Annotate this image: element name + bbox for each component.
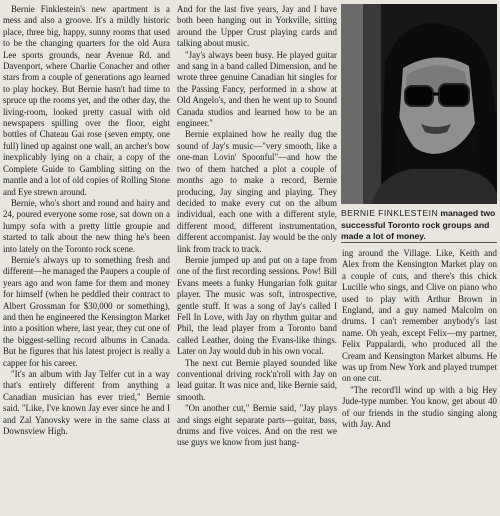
paragraph: "On another cut," Bernie said, "Jay plays and sings eight separate parts—guitar, bass, drums and five voices. And on the rest we use guys we know from just hang- bbox=[177, 403, 337, 448]
paragraph: Bernie jumped up and put on a tape from one of the first recording sessions. Pow! Bill Evans meets a funky Hungarian folk guitar player. The music was soft, introspective, gentle stuff. It was a song of Jay's called I Fell In Love, with Jay on rhythm guitar and Phil, the lead player from a Toronto band called Leather, doing the Evans-like things. Later on Jay would dub in his own vocal. bbox=[177, 254, 337, 357]
portrait-photo bbox=[341, 4, 497, 204]
paragraph: "It's an album with Jay Telfer cut in a way that's entirely different from anything a Canadian musician has ever tried," Bernie said. "Like, I've known Jay ever since he and I and Zal Yanovsky were in the same class at Downsview High. bbox=[3, 369, 170, 437]
caption-text: managed two successful Toronto rock groups and made a lot of money. bbox=[341, 208, 496, 241]
paragraph: "The record'll wind up with a big Hey Jude-type number. You know, get about 40 of our friends in the studio singing along with Jay. And bbox=[342, 384, 497, 430]
paragraph: "Jay's always been busy. He played guitar and sang in a band called Dimension, and he wrote three genuine Canadian hit singles for the Passing Fancy, performed in a show at Old Angelo's, and then he went up to Sound Canada studios and learned how to be an engineer." bbox=[177, 49, 337, 129]
paragraph: Bernie explained how he really dug the sound of Jay's music—"very smooth, like a one-man Lovin' Spoonful"—and how the two of them hatched a plot a couple of months ago to make a record, Bernie producing, Jay singing and playing. They decided to make every cut on the album individual, each one with a different style, different mood, different instrumentation, different accompanist. Jay would be the only link from track to track. bbox=[177, 129, 337, 254]
caption-name: BERNIE FINKLESTEIN bbox=[341, 208, 438, 218]
paragraph: Bernie, who's short and round and hairy and 24, poured everyone some rose, sat down on a lumpy sofa with a pretty little groupie and started to talk about the new thing he's been into lately on the Toronto rock scene. bbox=[3, 197, 170, 254]
paragraph: And for the last five years, Jay and I have both been hanging out in Yorkville, sitting around the Upper Crust playing cards and talking about music. bbox=[177, 4, 337, 49]
article-column-2 bbox=[177, 4, 337, 449]
paragraph: Bernie's always up to something fresh and different—he managed the Paupers a couple of years ago and won fame for them and money for himself (when he peddled their contract to Albert Grossman for $30,000 or something), and then he engineered the Kensington Market into a position where, last year, they cut one of the biggest-selling record albums in Canada. But he figures that his latest project is really a capper for his career. bbox=[3, 254, 170, 368]
paragraph: ing around the Village. Like, Keith and Alex from the Kensington Market play on a couple of cuts, and there's this chick Lucille who sings, and Clive on piano who used to play with Arthur Brown in England, and a guy named Malcolm on drums. I can't remember anybody's last name. Oh yeah, except Felix—my partner, Felix Pappalardi, who produced all the Cream and Kensington Market albums. He was up from New York and played trumpet on one cut. bbox=[342, 248, 497, 384]
article-column-3 bbox=[342, 248, 497, 431]
article-column-1 bbox=[3, 4, 170, 437]
photo-caption bbox=[341, 208, 497, 243]
paragraph: Bernie Finklestein's new apartment is a mess and also a groove. It's a mildly historic place, three big, happy, sunny rooms that used to be the changing quarters for the old Aura Lee sports grounds, near Avenue Rd. and Davenport, where Charlie Conacher and other stars from a couple of generations ago learned to play hockey. But Bernie hasn't had time to spruce up the rooms yet, and the other day, the living-room, looked pretty casual with old newspapers spilling over the floor, eight bottles of Chateau Gai rose (seven empty, one full) lined up against one wall, an archer's bow inexplicably lying on a chair, a copy of the Complete Guide to Gambling sitting on the mantle and a lot of old copies of Rolling Stone and Eye strewn around. bbox=[3, 4, 170, 197]
paragraph: The next cut Bernie played sounded like conventional driving rock'n'roll with Jay on lead guitar. It was nice and, like Bernie said, smooth. bbox=[177, 357, 337, 402]
portrait-image bbox=[341, 4, 497, 204]
divider bbox=[341, 242, 497, 243]
